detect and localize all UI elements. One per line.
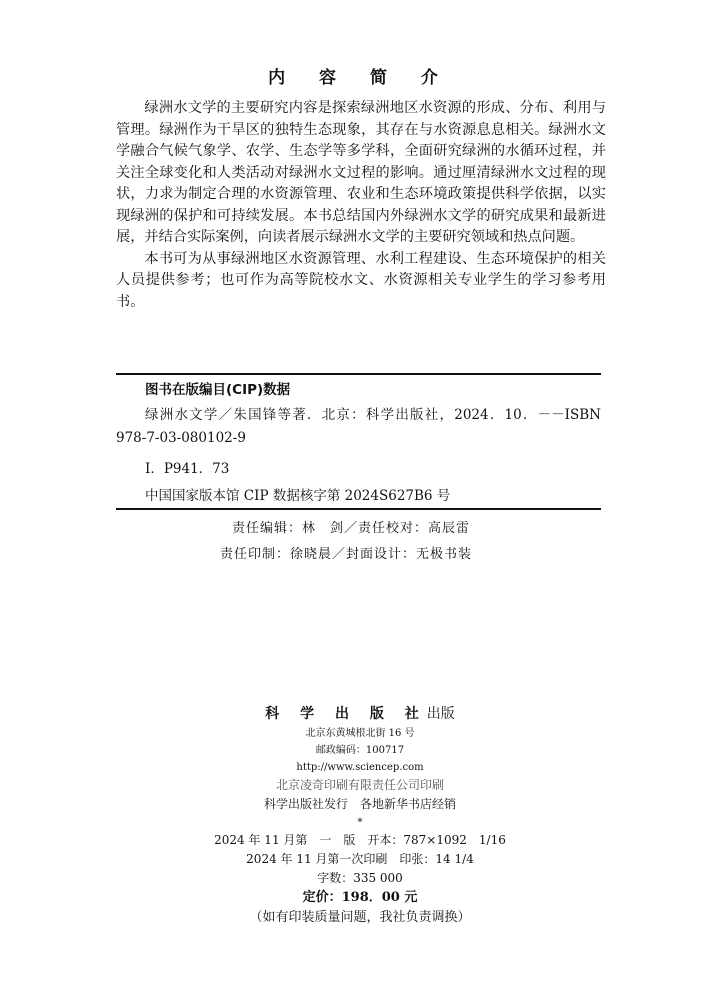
printing-line: 2024 年 11 月第一次印刷 印张：14 1/4 [246,852,474,866]
production-credits: 责任印制：徐晓晨／封面设计：无极书装 [220,547,473,562]
printer: 北京凌奇印刷有限责任公司印刷 [275,778,444,792]
separator-star: * [357,817,363,828]
distribution: 科学出版社发行 各地新华书店经销 [263,797,456,811]
cip-entry: 绿洲水文学／朱国锋等著．北京：科学出版社，2024．10．－－ISBN 978-7-03-080102-9 [116,407,601,446]
publisher-line [0,703,720,725]
divider [116,508,601,510]
divider [116,373,601,375]
edition-line: 2024 年 11 月第 一 版 开本：787×1092 1/16 [214,833,506,847]
cip-number: 中国国家版本馆 CIP 数据核字第 2024S627B6 号 [145,488,451,504]
cip-heading: 图书在版编目(CIP)数据 [145,382,291,398]
publisher-name: 科 学 出 版 社 [265,706,427,722]
page-title: 内 容 简 介 [268,68,452,88]
publisher-address: 北京东黄城根北街 16 号 [305,728,415,739]
postcode: 邮政编码：100717 [315,745,405,756]
cip-classification: Ⅰ．P941．73 [145,461,230,477]
intro-paragraph: 绿洲水文学的主要研究内容是探索绿洲地区水资源的形成、分布、利用与管理。绿洲作为干旱区的独特生态现象，其存在与水资源息息相关。绿洲水文学融合气候气象学、农学、生态学等多学科，全面研究绿洲的水循环过程，并关注全球变化和人类活动对绿洲水文过程的影响。通过厘清绿洲水文过程的现状，力求为制定合理的水资源管理、农业和生态环境政策提供科学依据，以实现绿洲的保护和可持续发展。本书总结国内外绿洲水文学的研究成果和最新进展，并结合实际案例，向读者展示绿洲水文学的主要研究领域和热点问题。 [116,100,606,245]
imprint-block [0,703,720,928]
intro-section [116,98,606,313]
website: http://www.sciencep.com [296,762,424,773]
publisher-suffix: 出版 [426,706,455,722]
quality-note: （如有印装质量问题，我社负责调换） [249,910,471,925]
editor-credits: 责任编辑：林 剑／责任校对：高辰雷 [232,521,471,536]
price: 定价：198．00 元 [302,890,418,905]
word-count: 字数：335 000 [317,871,403,885]
intro-paragraph: 本书可为从事绿洲地区水资源管理、水利工程建设、生态环境保护的相关人员提供参考；也可作为高等院校水文、水资源相关专业学生的学习参考用书。 [116,250,606,310]
